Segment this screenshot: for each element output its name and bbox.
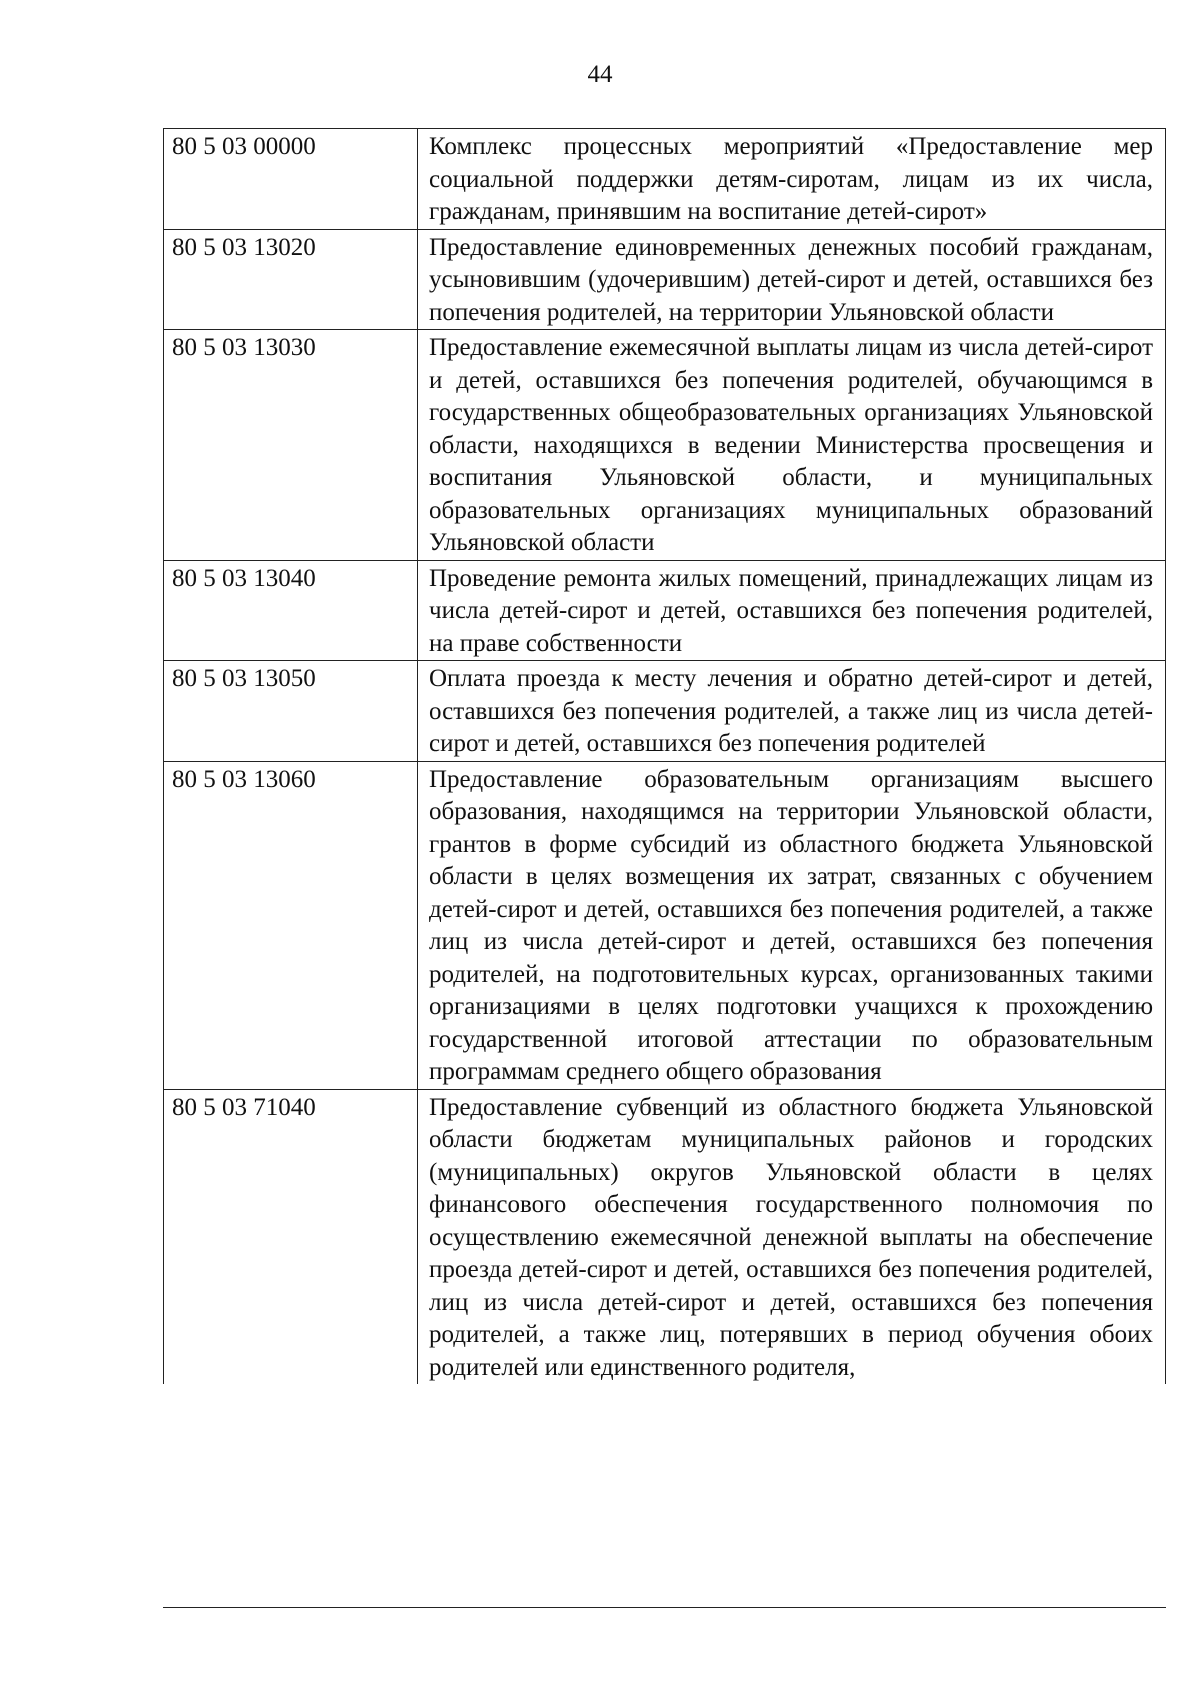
table-row xyxy=(164,761,1166,1089)
table-row xyxy=(164,330,1166,561)
classification-description: Оплата проезда к месту лечения и обратно детей-сирот и детей, оставшихся без попечения родителей, а также лиц из числа детей-сирот и детей, оставшихся без попечения родителей xyxy=(418,661,1166,762)
table-row xyxy=(164,661,1166,762)
classification-code: 80 5 03 00000 xyxy=(164,129,418,230)
classification-description: Проведение ремонта жилых помещений, принадлежащих лицам из числа детей-сирот и детей, оставшихся без попечения родителей, на праве собственности xyxy=(418,560,1166,661)
table-row xyxy=(164,129,1166,230)
classification-code: 80 5 03 13030 xyxy=(164,330,418,561)
budget-classification-table xyxy=(163,128,1166,1384)
classification-code: 80 5 03 13020 xyxy=(164,229,418,330)
classification-description: Предоставление образовательным организациям высшего образования, находящимся на территории Ульяновской области, грантов в форме субсидий из областного бюджета Ульяновской области в целях возмещения их затрат, связанных с обучением детей-сирот и детей, оставшихся без попечения родителей, а также лиц из числа детей-сирот и детей, оставшихся без попечения родителей, на подготовительных курсах, организованных такими организациями в целях подготовки учащихся к прохождению государственной итоговой аттестации по образовательным программам среднего общего образования xyxy=(418,761,1166,1089)
classification-code: 80 5 03 13060 xyxy=(164,761,418,1089)
classification-code: 80 5 03 71040 xyxy=(164,1089,418,1384)
classification-code: 80 5 03 13050 xyxy=(164,661,418,762)
table-row xyxy=(164,560,1166,661)
classification-description: Комплекс процессных мероприятий «Предоставление мер социальной поддержки детям-сиротам, лицам из их числа, гражданам, принявшим на воспитание детей-сирот» xyxy=(418,129,1166,230)
table-bottom-edge xyxy=(163,1607,1166,1608)
classification-description: Предоставление ежемесячной выплаты лицам из числа детей-сирот и детей, оставшихся без попечения родителей, обучающимся в государственных общеобразовательных организациях Ульяновской области, находящихся в ведении Министерства просвещения и воспитания Ульяновской области, и муниципальных образовательных организациях муниципальных образований Ульяновской области xyxy=(418,330,1166,561)
table-row xyxy=(164,1089,1166,1384)
classification-code: 80 5 03 13040 xyxy=(164,560,418,661)
classification-description: Предоставление субвенций из областного бюджета Ульяновской области бюджетам муниципальных районов и городских (муниципальных) округов Ульяновской области в целях финансового обеспечения государственного полномочия по осуществлению ежемесячной денежной выплаты на обеспечение проезда детей-сирот и детей, оставшихся без попечения родителей, лиц из числа детей-сирот и детей, оставшихся без попечения родителей, а также лиц, потерявших в период обучения обоих родителей или единственного родителя, xyxy=(418,1089,1166,1384)
table-row xyxy=(164,229,1166,330)
classification-description: Предоставление единовременных денежных пособий гражданам, усыновившим (удочерившим) детей-сирот и детей, оставшихся без попечения родителей, на территории Ульяновской области xyxy=(418,229,1166,330)
page-number: 44 xyxy=(587,61,613,88)
